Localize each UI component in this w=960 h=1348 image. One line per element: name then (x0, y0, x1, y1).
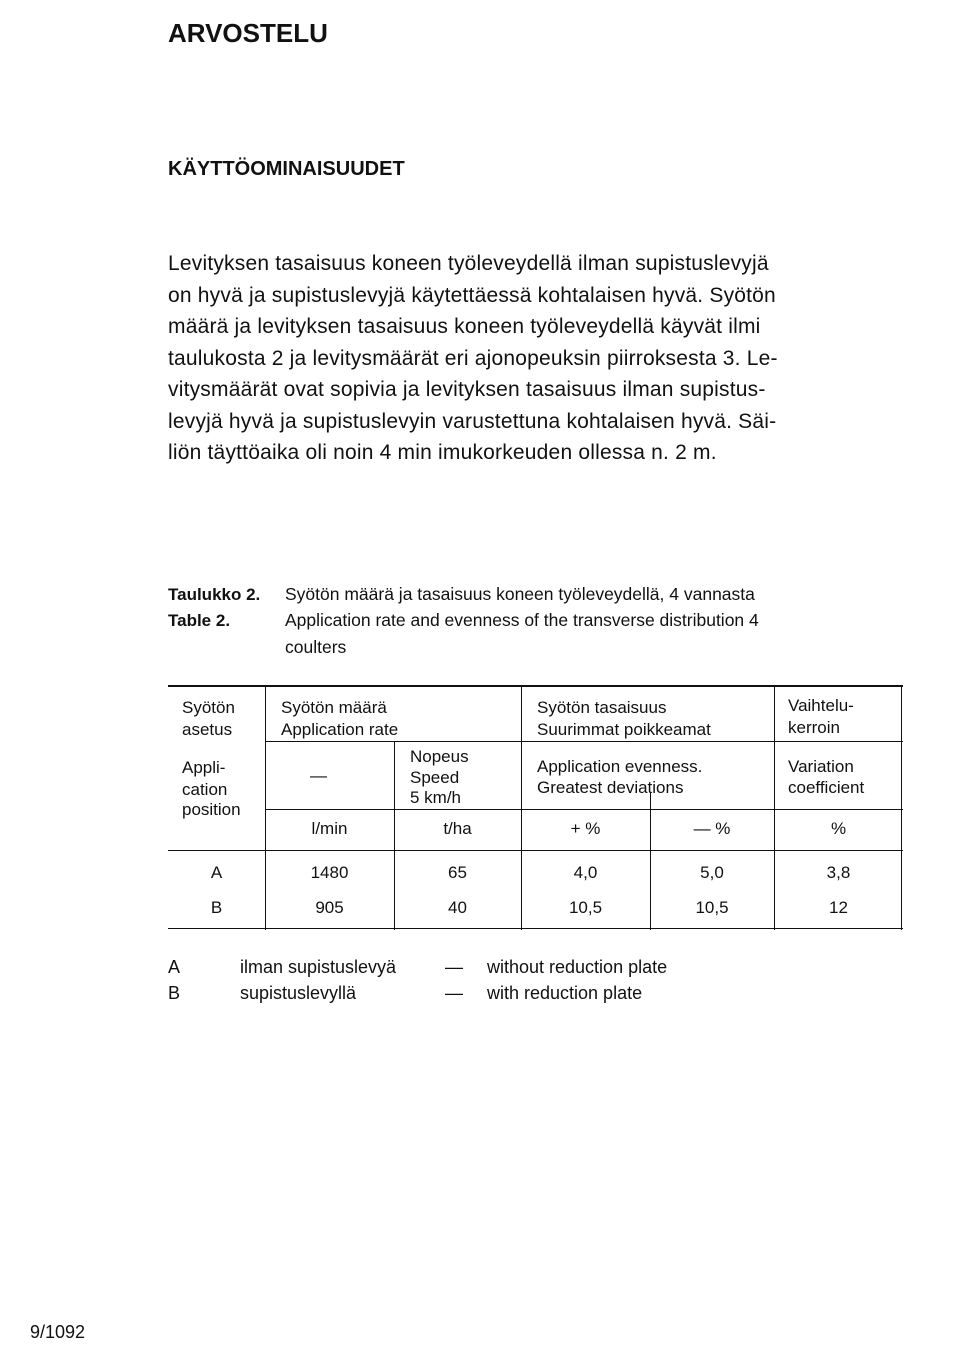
cell-lmin: 905 (315, 898, 344, 917)
header-evenness-en: Application evenness. (537, 757, 703, 776)
paragraph-line: on hyvä ja supistuslevyjä käytettäessä kohtalaisen hyvä. Syötön (168, 283, 776, 307)
unit-lmin: l/min (311, 819, 348, 838)
legend-dash: — (445, 983, 463, 1003)
body-paragraph (168, 248, 908, 469)
cell-cv: 3,8 (826, 863, 851, 882)
header-rate-fi: Syötön määrä (281, 698, 387, 717)
header-setting-en: position (182, 800, 241, 819)
header-evenness-fi: Syötön tasaisuus (537, 698, 667, 717)
table-rule (265, 741, 521, 742)
legend-key: A (168, 957, 181, 977)
section-heading: KÄYTTÖOMINAISUUDET (168, 158, 405, 180)
header-variation-en: Variation (788, 757, 854, 776)
caption-text-en: Application rate and evenness of the transverse distribution 4 (285, 610, 759, 630)
unit-tha: t/ha (443, 819, 472, 838)
table-rule (168, 850, 903, 851)
header-variation-fi: Vaihtelu- (788, 696, 854, 715)
table-rule (521, 741, 774, 742)
legend-dash: — (445, 957, 463, 977)
header-rate-en: Application rate (281, 720, 399, 739)
header-setting-fi: asetus (182, 720, 233, 739)
unit-plus-percent: + % (570, 819, 601, 838)
paragraph-line: Levityksen tasaisuus koneen työleveydellä ilman supistuslevyjä (168, 252, 769, 275)
header-setting-en: Appli- (182, 758, 226, 777)
header-rate-dash: — (310, 766, 327, 785)
caption-label-en: Table 2. (168, 611, 231, 630)
cell-plus: 4,0 (573, 863, 598, 882)
cell-cv: 12 (829, 898, 848, 917)
cell-position: B (210, 898, 223, 917)
paragraph-line: liön täyttöaika oli noin 4 min imukorkeuden ollessa n. 2 m. (168, 441, 717, 464)
page-title: ARVOSTELU (168, 18, 328, 48)
table-rule (168, 928, 903, 929)
table-rule (774, 741, 903, 742)
caption-label-fi: Taulukko 2. (168, 585, 261, 604)
cell-tha: 40 (448, 898, 467, 917)
caption-text-fi: Syötön määrä ja tasaisuus koneen työleveydellä, 4 vannasta (285, 584, 755, 604)
header-variation-fi: kerroin (788, 718, 840, 737)
header-setting-fi: Syötön (182, 698, 235, 717)
paragraph-line: levyjä hyvä ja supistuslevyin varustettuna kohtalaisen hyvä. Säi- (168, 409, 777, 433)
paragraph-line: vitysmäärät ovat sopivia ja levityksen tasaisuus ilman supistus- (168, 378, 766, 401)
header-evenness-fi: Suurimmat poikkeamat (537, 720, 711, 739)
legend-fi: ilman supistuslevyä (240, 957, 397, 977)
header-speed: Speed (410, 768, 460, 787)
legend-fi: supistuslevyllä (240, 983, 357, 1003)
table-rule (265, 809, 903, 810)
page-number: 9/1092 (30, 1322, 86, 1342)
cell-position: A (210, 863, 223, 882)
data-table (168, 685, 903, 930)
paragraph-line: määrä ja levityksen tasaisuus koneen työleveydellä käyvät ilmi (168, 315, 761, 338)
paragraph-line: taulukosta 2 ja levitysmäärät eri ajonopeuksin piirroksesta 3. Le- (168, 346, 778, 370)
header-evenness-en: Greatest deviations (537, 778, 684, 797)
header-setting-en: cation (182, 780, 228, 799)
header-speed: Nopeus (410, 747, 469, 766)
cell-plus: 10,5 (568, 898, 603, 917)
header-speed: 5 km/h (410, 788, 462, 807)
unit-percent: % (830, 819, 847, 838)
legend-en: without reduction plate (487, 957, 668, 977)
legend-key: B (168, 983, 181, 1003)
unit-minus-percent: — % (693, 819, 731, 838)
cell-minus: 5,0 (700, 863, 724, 882)
header-variation-en: coefficient (788, 778, 865, 797)
cell-lmin: 1480 (310, 863, 349, 882)
cell-tha: 65 (448, 863, 467, 882)
caption-text-en-cont: coulters (285, 637, 347, 657)
cell-minus: 10,5 (695, 898, 729, 917)
legend-en: with reduction plate (487, 983, 643, 1003)
